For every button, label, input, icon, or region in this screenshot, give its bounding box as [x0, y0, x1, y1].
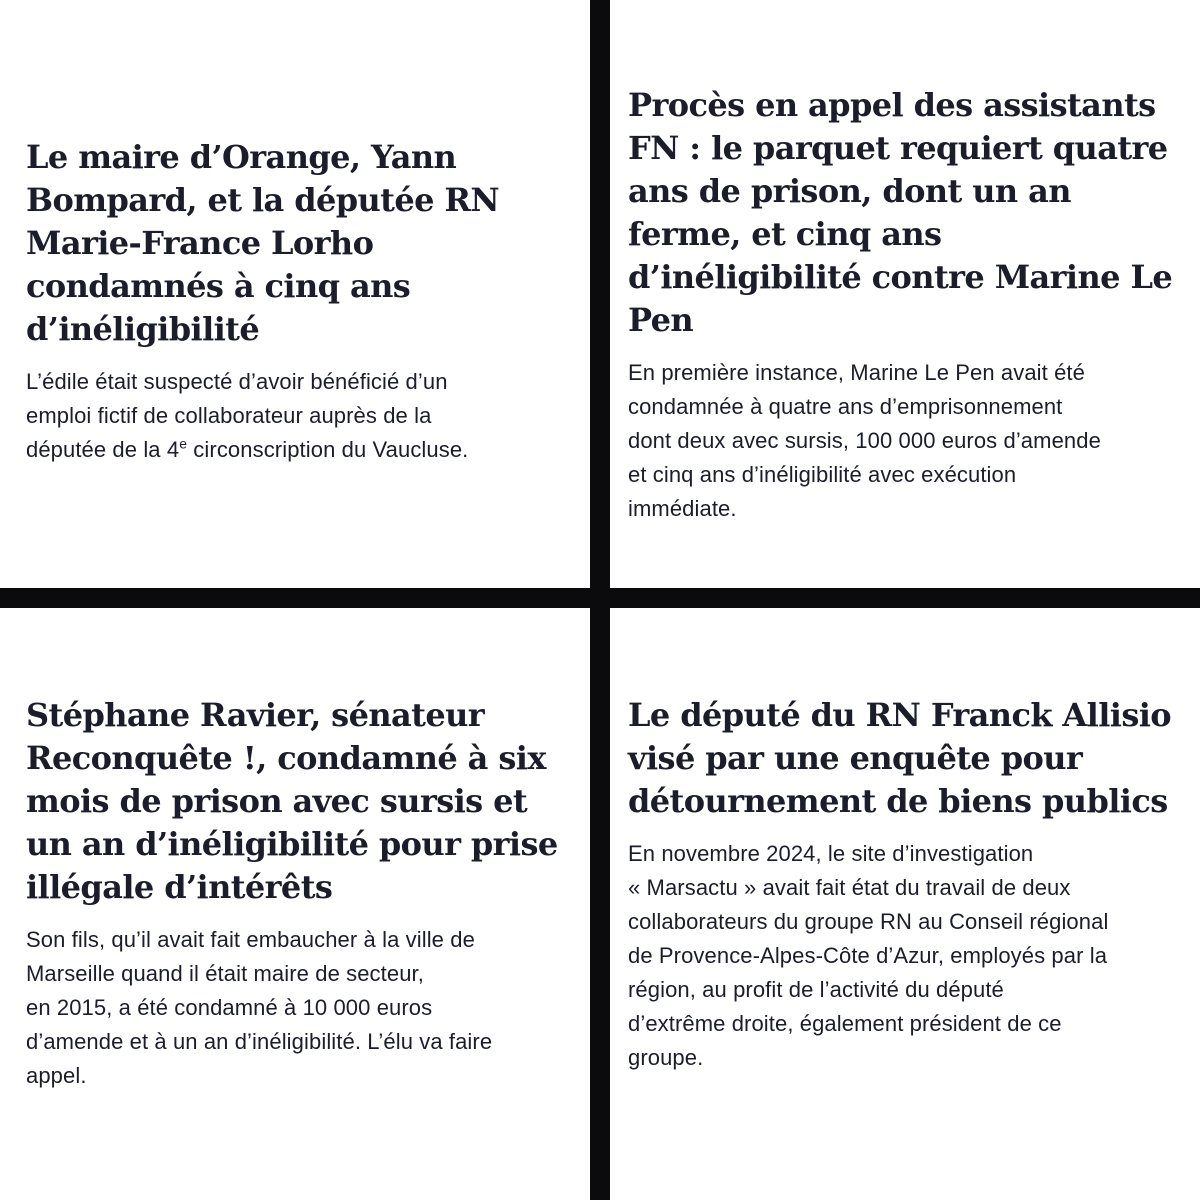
ordinal-superscript: e	[179, 435, 188, 452]
article-headline[interactable]: Le député du RN Franck Allisio visé par une enquête pour détournement de biens publics	[628, 696, 1172, 820]
article-headline[interactable]: Procès en appel des assistants FN : le parquet requiert quatre ans de prison, dont un an ferme, et cinq ans d’inéligibilité contre Marine Le Pen	[628, 86, 1173, 339]
article-card-assistants-fn[interactable]	[628, 84, 1188, 526]
article-headline[interactable]: Le maire d’Orange, Yann Bompard, et la députée RN Marie-France Lorho condamnés à cinq ans d’inéligibilité	[26, 138, 500, 348]
article-summary	[26, 365, 578, 467]
article-headline[interactable]: Stéphane Ravier, sénateur Reconquête !, condamné à six mois de prison avec sursis et un an d’inéligibilité pour prise illégale d’intérêts	[26, 696, 558, 906]
article-summary-text-end: circonscription du Vaucluse.	[187, 437, 469, 462]
article-card-ravier[interactable]	[26, 694, 578, 1093]
article-summary: En novembre 2024, le site d’investigation « Marsactu » avait fait état du travail de deux collaborateurs du groupe RN au Conseil régional de Provence-Alpes-Côte d’Azur, employés par la région, au profit de l’activité du député d’extrême droite, également président de ce groupe.	[628, 841, 1109, 1070]
article-card-allisio[interactable]	[628, 694, 1188, 1075]
article-summary: En première instance, Marine Le Pen avait été condamnée à quatre ans d’emprisonnement dont deux avec sursis, 100 000 euros d’amende et cinq ans d’inéligibilité avec exécution immédiate.	[628, 360, 1101, 521]
horizontal-divider	[0, 588, 1200, 608]
article-card-bompard-lorho[interactable]	[26, 136, 578, 467]
article-summary: Son fils, qu’il avait fait embaucher à la ville de Marseille quand il était maire de secteur, en 2015, a été condamné à 10 000 euros d’amende et à un an d’inéligibilité. L’élu va faire appel.	[26, 927, 493, 1088]
article-summary-text: L’édile était suspecté d’avoir bénéficié d’un emploi fictif de collaborateur auprès de la députée de la 4	[26, 369, 448, 462]
